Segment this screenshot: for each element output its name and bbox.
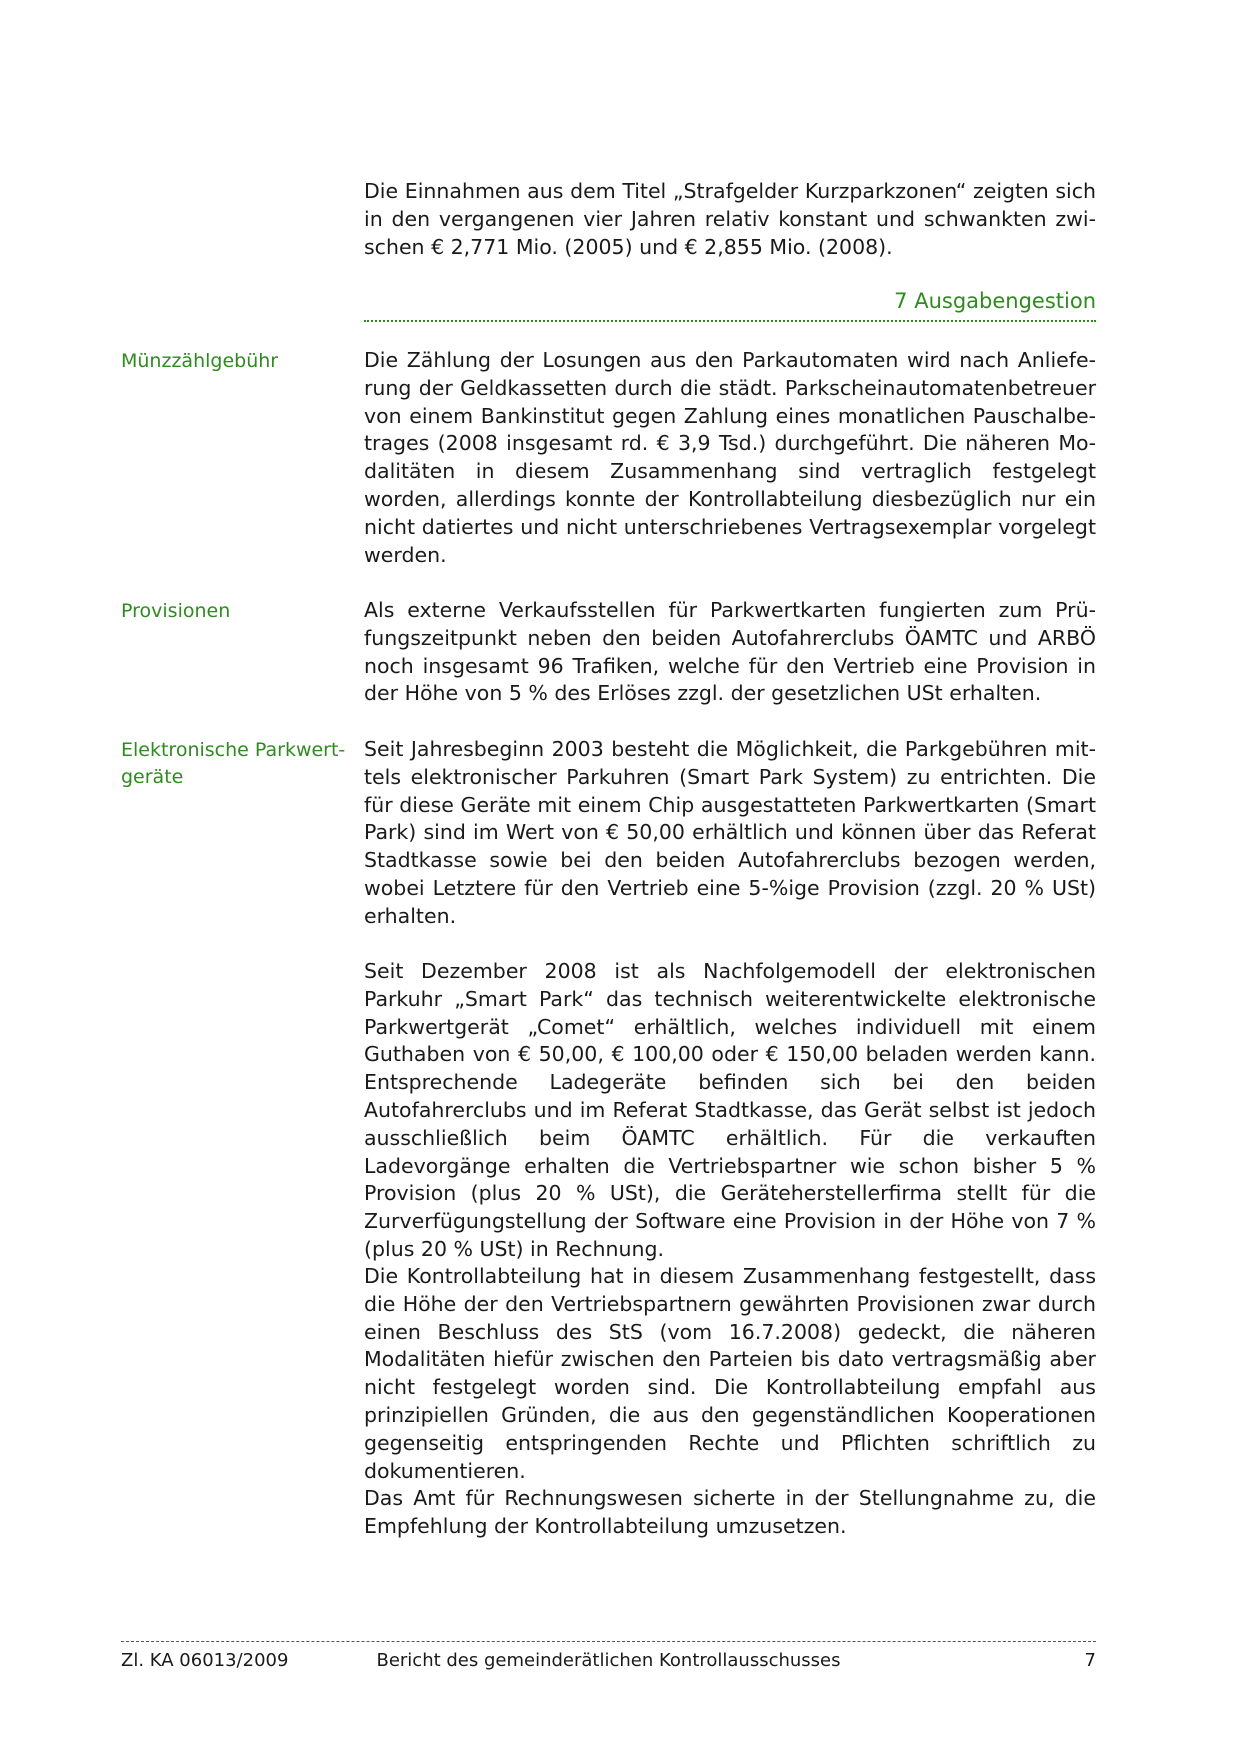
footer-page-number: 7 — [1084, 1650, 1096, 1671]
side-label-line-1: Elektronische Parkwert- — [121, 739, 346, 761]
footer-title: Bericht des gemeinderätlichen Kontrollausschusses — [376, 1650, 841, 1671]
footer-divider — [121, 1641, 1096, 1642]
side-label-line-2: geräte — [121, 766, 184, 788]
section-heading: 7 Ausgabengestion — [894, 289, 1096, 313]
side-label-provisionen: Provisionen — [121, 600, 231, 622]
paragraph-kontrollabteilung-container — [364, 1263, 1096, 1485]
footer-reference: Zl. KA 06013/2009 — [121, 1650, 289, 1671]
side-label-elektronische-parkwertgeraete — [121, 737, 346, 791]
section-divider — [364, 320, 1096, 322]
paragraph-provisionen: Als externe Verkaufsstellen für Parkwertkarten fungierten zum Prüfungszeitpunkt neben den beiden Autofahrerclubs ÖAMTC und ARBÖ noch insgesamt 96 Trafiken, welche für den Vertrieb eine Provision in der Höhe von 5 % des Erlöses zzgl. der gesetzlichen USt erhalten. — [364, 598, 1096, 706]
side-label-muenzzaehlgebuehr: Münzzählgebühr — [121, 350, 279, 372]
paragraph-stellungnahme-container — [364, 1485, 1096, 1541]
paragraph-muenzzaehlgebuehr: Die Zählung der Losungen aus den Parkautomaten wird nach Anlieferung der Geldkassetten durch die städt. Parkscheinautomatenbetreuer von einem Bankinstitut gegen Zahlung eines monatlichen Pauschalbetrages (2008 insgesamt rd. € 3,9 Tsd.) durchgeführt. Die näheren Modalitäten in diesem Zusammenhang sind vertraglich festgelegt worden, allerdings konnte der Kontrollabteilung diesbezüglich nur ein nicht datiertes und nicht unterschriebenes Vertragsexemplar vorgelegt werden. — [364, 348, 1096, 567]
paragraph-provisionen-container — [364, 597, 1096, 708]
intro-paragraph: Die Einnahmen aus dem Titel „Strafgelder Kurzparkzonen“ zeigten sich in den vergangenen vier Jahren relativ konstant und schwankten zwischen € 2,771 Mio. (2005) und € 2,855 Mio. (2008). — [364, 179, 1096, 259]
paragraph-elektronische-parkwertgeraete: Seit Jahresbeginn 2003 besteht die Möglichkeit, die Parkgebühren mittels elektronischer Parkuhren (Smart Park System) zu entrichten. Die für diese Geräte mit einem Chip ausgestatteten Parkwertkarten (Smart Park) sind im Wert von € 50,00 erhältlich und können über das Referat Stadtkasse sowie bei den beiden Autofahrerclubs bezogen werden, wobei Letztere für den Vertrieb eine 5-%ige Provision (zzgl. 20 % USt) erhalten. — [364, 737, 1096, 928]
paragraph-muenzzaehlgebuehr-container — [364, 347, 1096, 569]
paragraph-comet: Seit Dezember 2008 ist als Nachfolgemodell der elektronischen Parkuhr „Smart Park“ das technisch weiterentwickelte elektronische Parkwertgerät „Comet“ erhältlich, welches individuell mit einem Guthaben von € 50,00, € 100,00 oder € 150,00 beladen werden kann. Entsprechende Ladegeräte befinden sich bei den beiden Autofahrerclubs und im Referat Stadtkasse, das Gerät selbst ist jedoch ausschließlich beim ÖAMTC erhältlich. Für die verkauften Ladevorgänge erhalten die Vertriebspartner wie schon bisher 5 % Provision (plus 20 % USt), die Geräteherstellerfirma stellt für die Zurverfügungstellung der Software eine Provision in der Höhe von 7 % (plus 20 % USt) in Rechnung. — [364, 959, 1096, 1261]
paragraph-comet-container — [364, 958, 1096, 1264]
intro-paragraph-container — [364, 178, 1096, 261]
paragraph-kontrollabteilung: Die Kontrollabteilung hat in diesem Zusammenhang festgestellt, dass die Höhe der den Vertriebspartnern gewährten Provisionen zwar durch einen Beschluss des StS (vom 16.7.2008) gedeckt, die näheren Modalitäten hiefür zwischen den Parteien bis dato vertragsmäßig aber nicht festgelegt worden sind. Die Kontrollabteilung empfahl aus prinzipiellen Gründen, die aus den gegenständlichen Kooperationen gegenseitig entspringenden Rechte und Pflichten schriftlich zu dokumentieren. — [364, 1264, 1096, 1483]
paragraph-stellungnahme: Das Amt für Rechnungswesen sicherte in der Stellungnahme zu, die Empfehlung der Kontrollabteilung umzusetzen. — [364, 1486, 1096, 1538]
paragraph-elektronische-parkwertgeraete-container — [364, 736, 1096, 931]
